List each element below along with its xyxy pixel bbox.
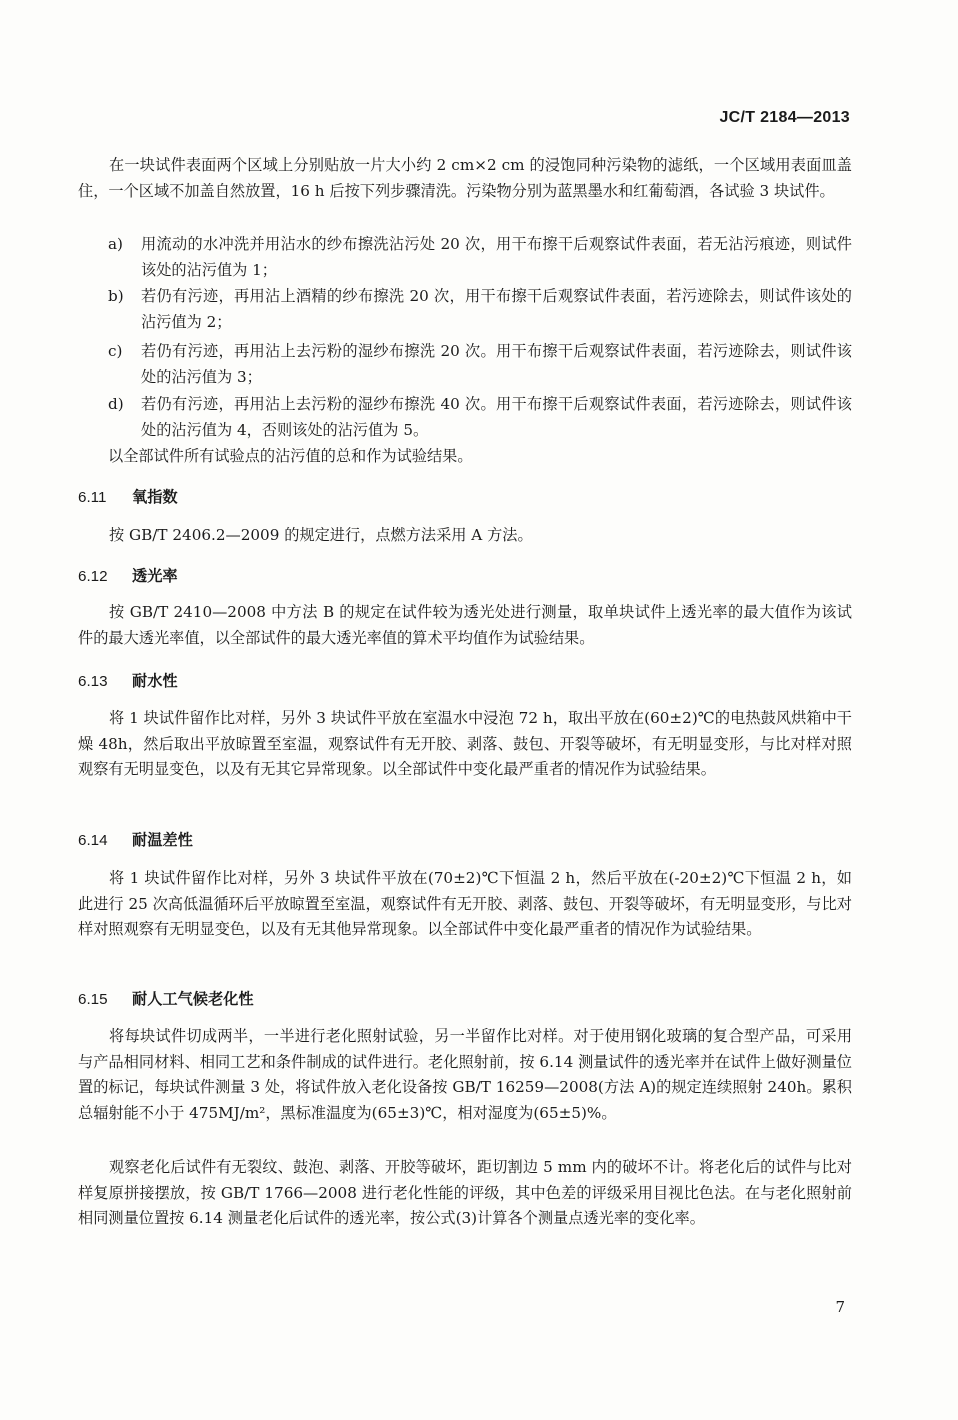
list-text: 若仍有污迹，再用沾上去污粉的湿纱布擦洗 40 次。用干布擦干后观察试件表面，若污迹除去，则试件该处的沾污值为 4，否则该处的沾污值为 5。 — [141, 395, 852, 439]
section-heading-6-14 — [78, 829, 193, 853]
intro-paragraph: 在一块试件表面两个区域上分别贴放一片大小约 2 cm×2 cm 的浸饱同种污染物的滤纸，一个区域用表面皿盖住，一个区域不加盖自然放置，16 h 后按下列步骤清洗。污染物分别为蓝黑墨水和红葡萄酒，各试验 3 块试件。 — [78, 156, 852, 200]
list-item-d — [108, 392, 852, 443]
list-item-c — [108, 339, 852, 390]
section-number: 6.14 — [78, 832, 108, 849]
section-heading-6-11 — [78, 486, 178, 510]
intro-result: 以全部试件所有试验点的沾污值的总和作为试验结果。 — [108, 447, 473, 465]
section-heading-6-15 — [78, 988, 254, 1012]
section-title: 耐水性 — [132, 673, 178, 690]
section-paragraph: 观察老化后试件有无裂纹、鼓泡、剥落、开胶等破坏，距切割边 5 mm 内的破坏不计。将老化后的试件与比对样复原拼接摆放，按 GB/T 1766—2008 进行老化性能的评级，其中色差的评级采用目视比色法。在与老化照射前相同测量位置按 6.14 测量老化后试件的透光率，按公式(3)计算各个测量点透光率的变化率。 — [78, 1158, 852, 1227]
list-text: 用流动的水冲洗并用沾水的纱布擦洗沾污处 20 次，用干布擦干后观察试件表面，若无沾污痕迹，则试件该处的沾污值为 1； — [141, 235, 852, 279]
list-marker: c) — [108, 342, 123, 360]
list-item-b — [108, 284, 852, 335]
section-paragraph: 将每块试件切成两半，一半进行老化照射试验，另一半留作比对样。对于使用钢化玻璃的复合型产品，可采用与产品相同材料、相同工艺和条件制成的试件进行。老化照射前，按 6.14 测量试件的透光率并在试件上做好测量位置的标记，每块试件测量 3 处，将试件放入老化设备按 GB/T 16259—2008(方法 A)的规定连续照射 240h。累积总辐射能不小于 475MJ/m²，黑标准温度为(65±3)℃，相对湿度为(65±5)%。 — [78, 1027, 852, 1122]
section-paragraph: 将 1 块试件留作比对样，另外 3 块试件平放在室温水中浸泡 72 h，取出平放在(60±2)℃的电热鼓风烘箱中干燥 48h，然后取出平放晾置至室温，观察试件有无开胶、剥落、鼓包、开裂等破坏，有无明显变形，与比对样对照观察有无明显变色，以及有无其它异常现象。以全部试件中变化最严重者的情况作为试验结果。 — [78, 709, 852, 778]
list-marker: d) — [108, 395, 124, 413]
list-text: 若仍有污迹，再用沾上去污粉的湿纱布擦洗 20 次。用干布擦干后观察试件表面，若污迹除去，则试件该处的沾污值为 3； — [141, 342, 852, 386]
section-number: 6.12 — [78, 568, 108, 585]
list-marker: a) — [108, 235, 123, 253]
section-title: 耐人工气候老化性 — [132, 991, 254, 1008]
section-title: 氧指数 — [132, 489, 178, 506]
section-paragraph: 按 GB/T 2410—2008 中方法 B 的规定在试件较为透光处进行测量，取单块试件上透光率的最大值作为该试件的最大透光率值，以全部试件的最大透光率值的算术平均值作为试验结果。 — [78, 603, 852, 647]
section-heading-6-12 — [78, 565, 178, 589]
section-number: 6.15 — [78, 991, 108, 1008]
list-text: 若仍有污迹，再用沾上酒精的纱布擦洗 20 次，用干布擦干后观察试件表面，若污迹除去，则试件该处的沾污值为 2； — [141, 287, 852, 331]
section-paragraph: 将 1 块试件留作比对样，另外 3 块试件平放在(70±2)℃下恒温 2 h，然后平放在(-20±2)℃下恒温 2 h，如此进行 25 次高低温循环后平放晾置至室温，观察试件有无开胶、剥落、鼓包、开裂等破坏，有无明显变形，与比对样对照观察有无明显变色，以及有无其他异常现象。以全部试件中变化最严重者的情况作为试验结果。 — [78, 869, 852, 938]
list-marker: b) — [108, 287, 124, 305]
section-title: 透光率 — [132, 568, 178, 585]
section-heading-6-13 — [78, 670, 178, 694]
section-title: 耐温差性 — [132, 832, 193, 849]
list-item-a — [108, 232, 852, 283]
section-number: 6.13 — [78, 673, 108, 690]
section-paragraph: 按 GB/T 2406.2—2009 的规定进行，点燃方法采用 A 方法。 — [109, 526, 533, 544]
page-number: 7 — [835, 1298, 845, 1316]
standard-code: JC/T 2184—2013 — [719, 109, 850, 126]
section-number: 6.11 — [78, 489, 107, 506]
